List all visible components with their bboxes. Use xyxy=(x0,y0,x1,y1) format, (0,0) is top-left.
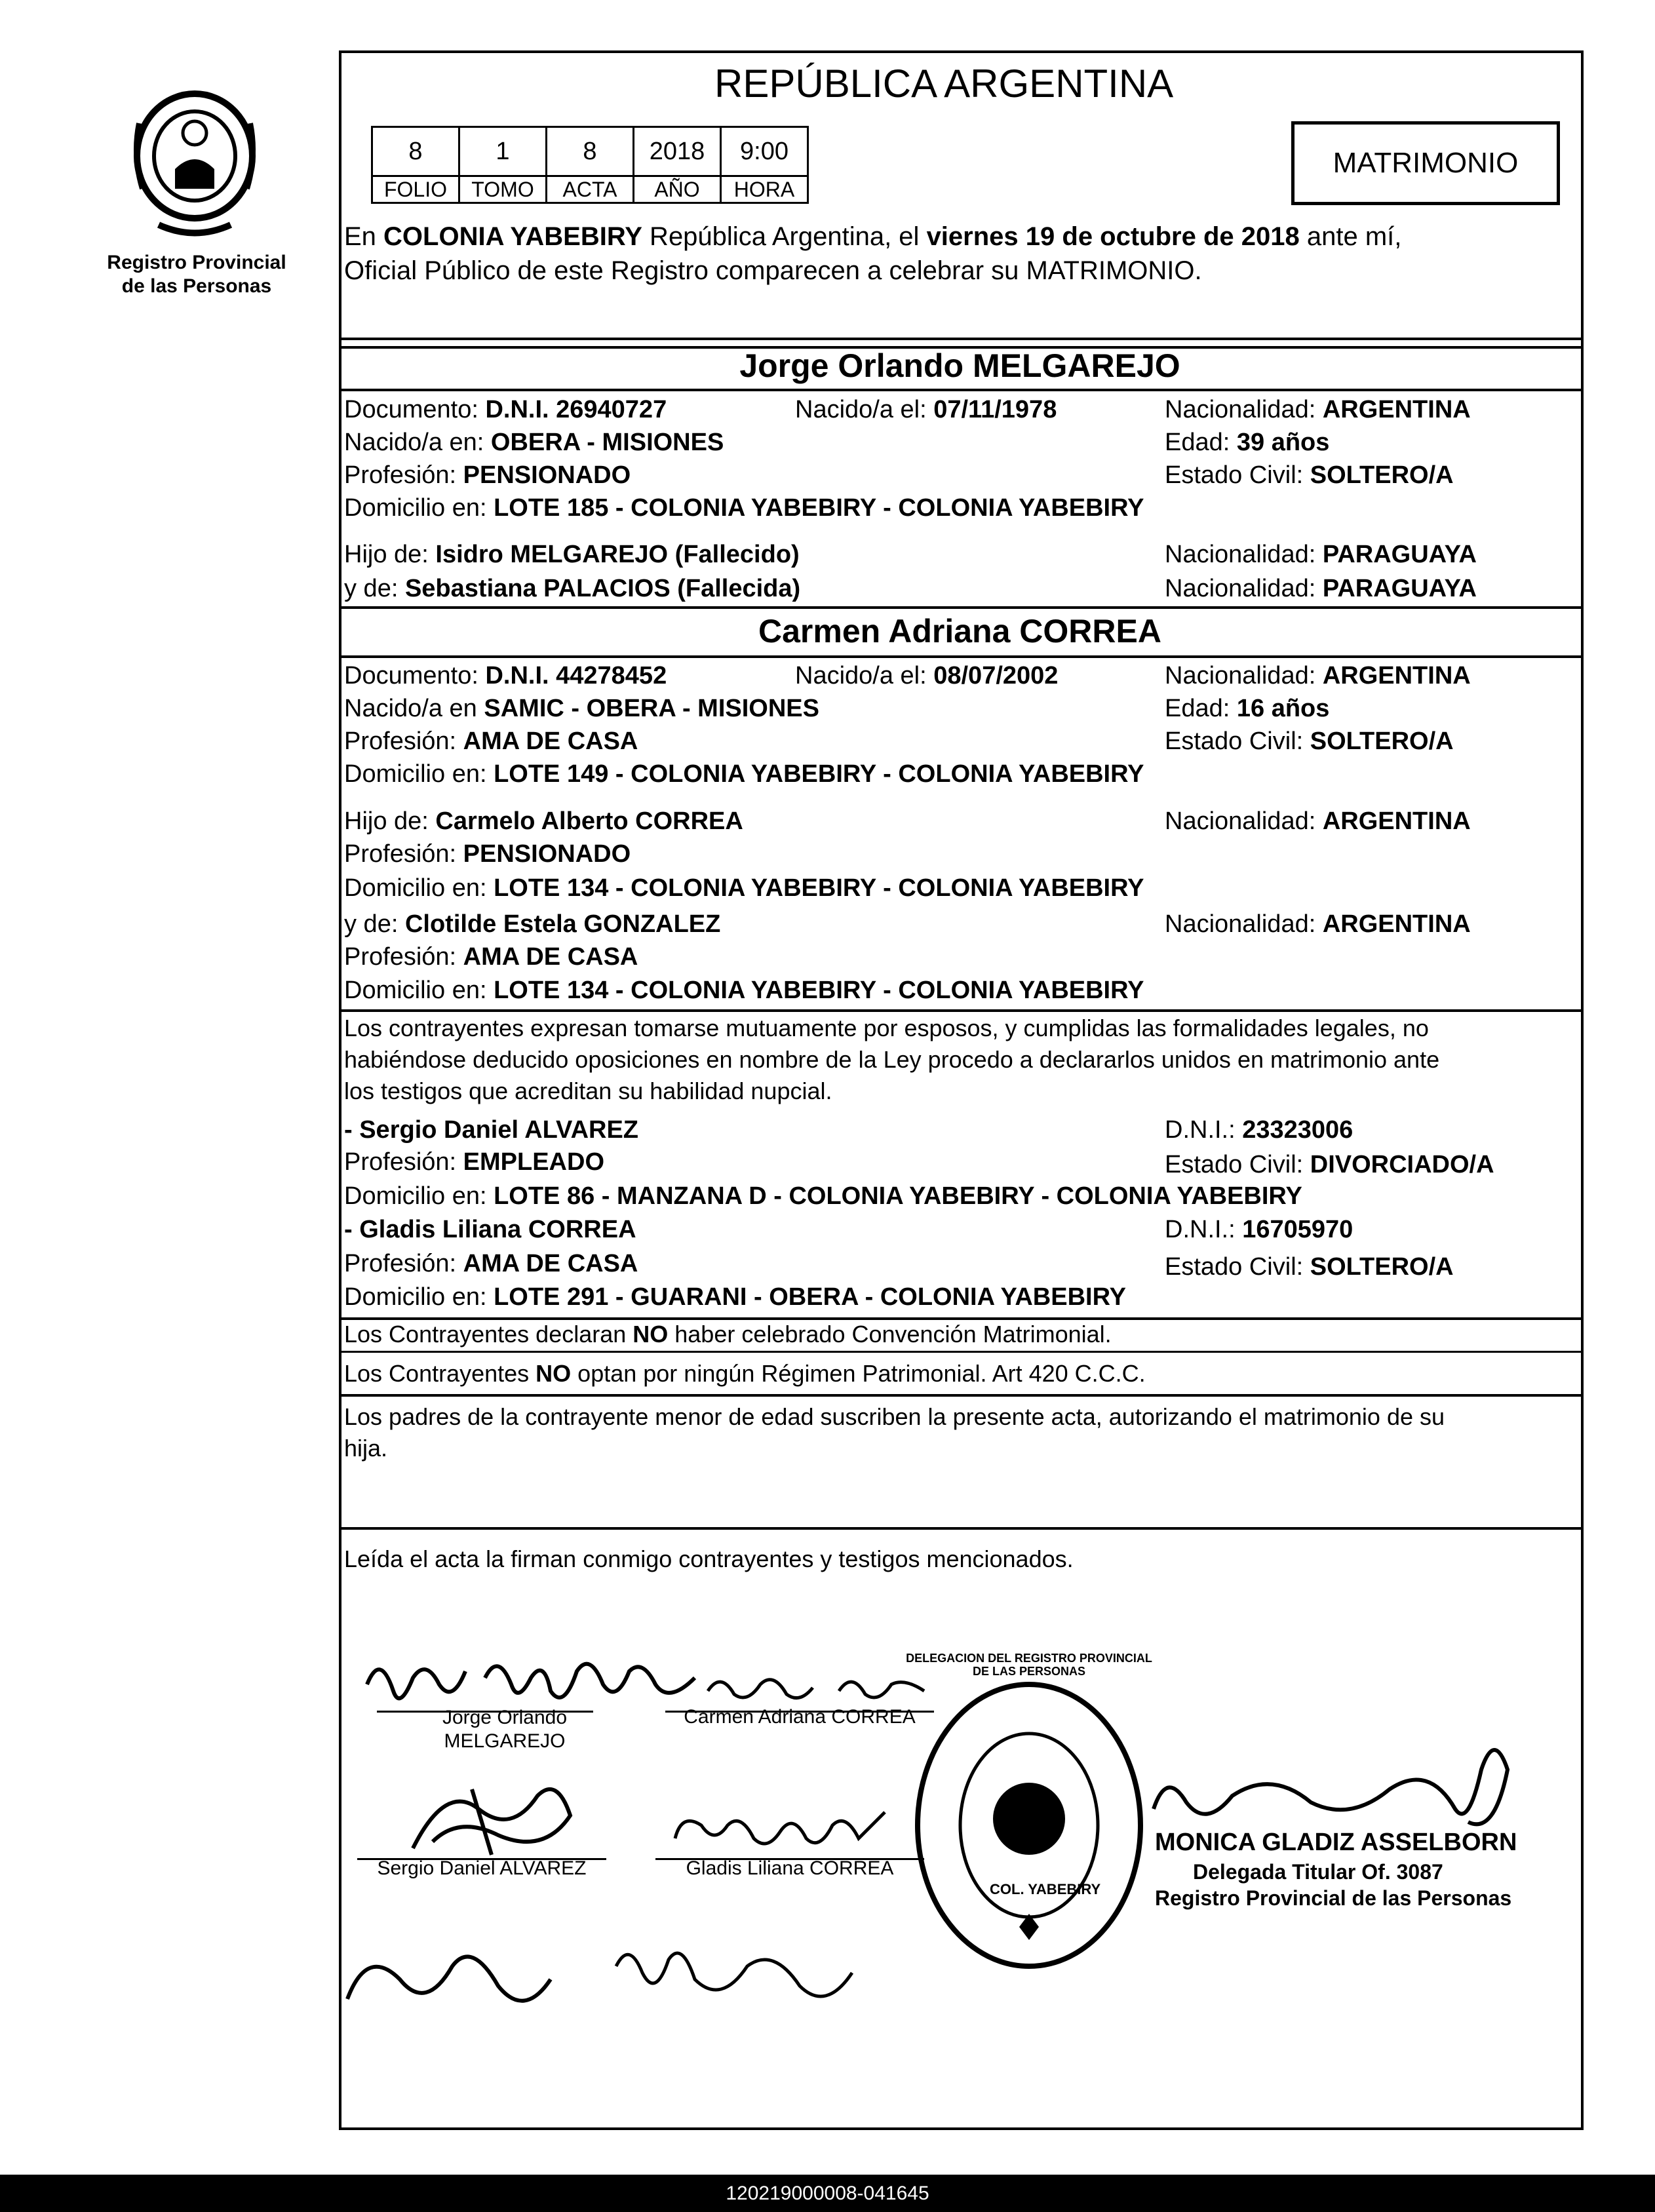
witness2-dni: D.N.I.: 16705970 xyxy=(1165,1216,1353,1243)
registry-numbers-table xyxy=(371,126,809,204)
witness1-name: - Sergio Daniel ALVAREZ xyxy=(344,1116,639,1144)
divider xyxy=(339,1351,1581,1353)
bride-civil-status: Estado Civil: SOLTERO/A xyxy=(1165,728,1454,755)
parent-signatures-icon xyxy=(328,1927,950,2032)
bride-father-profession: Profesión: PENSIONADO xyxy=(344,840,631,868)
registry-seal-icon xyxy=(911,1678,1147,1973)
tomo-value: 1 xyxy=(459,127,547,176)
divider xyxy=(339,1394,1581,1397)
bride-birth-place: Nacido/a en SAMIC - OBERA - MISIONES xyxy=(344,695,819,722)
ano-value: 2018 xyxy=(634,127,721,176)
folio-label: FOLIO xyxy=(372,176,459,203)
officer-signature-icon xyxy=(1140,1730,1534,1842)
witness2-signature-icon xyxy=(662,1799,911,1865)
groom-name: Jorge Orlando MELGAREJO xyxy=(739,347,1180,384)
witness2-name: - Gladis Liliana CORREA xyxy=(344,1216,636,1243)
bride-father: Hijo de: Carmelo Alberto CORREA xyxy=(344,807,743,835)
divider xyxy=(339,389,1581,391)
declaration-line: Los contrayentes expresan tomarse mutuamente por esposos, y cumplidas las formalidades legales, no xyxy=(344,1015,1429,1041)
bride-address: Domicilio en: LOTE 149 - COLONIA YABEBIRY - COLONIA YABEBIRY xyxy=(344,760,1144,788)
witness1-profession: Profesión: EMPLEADO xyxy=(344,1148,605,1176)
declaration-text xyxy=(344,1013,1439,1107)
witness1-address: Domicilio en: LOTE 86 - MANZANA D - COLONIA YABEBIRY - COLONIA YABEBIRY xyxy=(344,1182,1302,1210)
bride-birth-date: Nacido/a el: 08/07/2002 xyxy=(795,662,1059,689)
witness2-address: Domicilio en: LOTE 291 - GUARANI - OBERA - COLONIA YABEBIRY xyxy=(344,1283,1126,1311)
bride-age: Edad: 16 años xyxy=(1165,695,1330,722)
bride-name: Carmen Adriana CORREA xyxy=(758,613,1161,650)
groom-mother: y de: Sebastiana PALACIOS (Fallecida) xyxy=(344,575,801,602)
seal-place: COL. YABEBIRY xyxy=(990,1881,1101,1897)
witness1-signature-caption: Sergio Daniel ALVAREZ xyxy=(377,1857,587,1879)
acta-value: 8 xyxy=(547,127,634,176)
intro-line-2: Oficial Público de este Registro comparecen a celebrar su MATRIMONIO. xyxy=(344,256,1202,285)
witness2-profession: Profesión: AMA DE CASA xyxy=(344,1250,638,1277)
bride-profession: Profesión: AMA DE CASA xyxy=(344,728,638,755)
bride-mother: y de: Clotilde Estela GONZALEZ xyxy=(344,910,721,938)
witness1-signature-icon xyxy=(393,1770,590,1868)
convention-line-1: Los Contrayentes declaran NO haber celebrado Convención Matrimonial. xyxy=(344,1321,1112,1348)
divider xyxy=(339,606,1581,609)
divider xyxy=(339,655,1581,658)
official-seal xyxy=(906,1652,1152,1973)
bride-father-address: Domicilio en: LOTE 134 - COLONIA YABEBIRY - COLONIA YABEBIRY xyxy=(344,874,1144,902)
divider xyxy=(339,338,1581,340)
bride-signature-caption: Carmen Adriana CORREA xyxy=(684,1706,916,1728)
bride-nationality: Nacionalidad: ARGENTINA xyxy=(1165,662,1471,689)
witness1-civil-status: Estado Civil: DIVORCIADO/A xyxy=(1165,1151,1494,1178)
divider xyxy=(339,1317,1581,1320)
registry-label-line2: de las Personas xyxy=(121,275,272,297)
declaration-line: habiéndose deducido oposiciones en nombre de la Ley procedo a declararlos unidos en matrimonio ante xyxy=(344,1046,1440,1073)
bride-mother-address: Domicilio en: LOTE 134 - COLONIA YABEBIRY - COLONIA YABEBIRY xyxy=(344,977,1144,1004)
bride-mother-nationality: Nacionalidad: ARGENTINA xyxy=(1165,910,1471,938)
witness2-signature-caption: Gladis Liliana CORREA xyxy=(686,1857,894,1879)
officer-org: Registro Provincial de las Personas xyxy=(1155,1886,1512,1910)
hora-value: 9:00 xyxy=(721,127,808,176)
minor-note-line: Los padres de la contrayente menor de edad suscriben la presente acta, autorizando el matrimonio de su xyxy=(344,1403,1445,1430)
bride-signature-icon xyxy=(701,1665,937,1711)
groom-nationality: Nacionalidad: ARGENTINA xyxy=(1165,396,1471,423)
groom-father: Hijo de: Isidro MELGAREJO (Fallecido) xyxy=(344,541,800,568)
witness1-dni: D.N.I.: 23323006 xyxy=(1165,1116,1353,1144)
groom-father-nationality: Nacionalidad: PARAGUAYA xyxy=(1165,541,1477,568)
minor-note-line: hija. xyxy=(344,1435,388,1462)
provincial-emblem xyxy=(113,77,277,241)
groom-profession: Profesión: PENSIONADO xyxy=(344,461,631,489)
bride-document: Documento: D.N.I. 44278452 xyxy=(344,662,667,689)
convention-line-2: Los Contrayentes NO optan por ningún Régimen Patrimonial. Art 420 C.C.C. xyxy=(344,1360,1146,1387)
intro-text xyxy=(344,220,1401,288)
country-title: REPÚBLICA ARGENTINA xyxy=(714,62,1174,106)
divider xyxy=(339,1009,1581,1012)
groom-mother-nationality: Nacionalidad: PARAGUAYA xyxy=(1165,575,1477,602)
folio-value: 8 xyxy=(372,127,459,176)
divider xyxy=(339,1527,1581,1530)
bride-mother-profession: Profesión: AMA DE CASA xyxy=(344,943,638,971)
bride-father-nationality: Nacionalidad: ARGENTINA xyxy=(1165,807,1471,835)
groom-birth-place: Nacido/a en: OBERA - MISIONES xyxy=(344,429,724,456)
ano-label: AÑO xyxy=(634,176,721,203)
groom-caption-line: Jorge Orlando xyxy=(442,1707,568,1728)
groom-age: Edad: 39 años xyxy=(1165,429,1330,456)
acta-label: ACTA xyxy=(547,176,634,203)
groom-signature-caption xyxy=(406,1706,603,1753)
registry-label xyxy=(98,251,295,298)
intro-line-1: En COLONIA YABEBIRY República Argentina, el viernes 19 de octubre de 2018 ante mí, xyxy=(344,222,1402,251)
officer-title: Delegada Titular Of. 3087 xyxy=(1193,1860,1443,1884)
groom-birth-date: Nacido/a el: 07/11/1978 xyxy=(795,396,1057,423)
document-id-footer: 120219000008-041645 xyxy=(0,2175,1655,2212)
groom-document: Documento: D.N.I. 26940727 xyxy=(344,396,667,423)
registry-label-line1: Registro Provincial xyxy=(107,252,286,273)
groom-caption-line: MELGAREJO xyxy=(444,1730,566,1752)
officer-name: MONICA GLADIZ ASSELBORN xyxy=(1155,1829,1517,1856)
tomo-label: TOMO xyxy=(459,176,547,203)
minor-note xyxy=(344,1401,1445,1464)
groom-civil-status: Estado Civil: SOLTERO/A xyxy=(1165,461,1454,489)
misiones-emblem-icon xyxy=(113,77,277,241)
seal-text: DELEGACION DEL REGISTRO PROVINCIAL DE LAS PERSONAS xyxy=(906,1652,1152,1678)
declaration-line: los testigos que acreditan su habilidad nupcial. xyxy=(344,1077,832,1104)
witness2-civil-status: Estado Civil: SOLTERO/A xyxy=(1165,1253,1454,1281)
doc-type-box: MATRIMONIO xyxy=(1291,121,1560,205)
groom-address: Domicilio en: LOTE 185 - COLONIA YABEBIRY - COLONIA YABEBIRY xyxy=(344,494,1144,522)
closing-text: Leída el acta la firman conmigo contrayentes y testigos mencionados. xyxy=(344,1545,1074,1572)
hora-label: HORA xyxy=(721,176,808,203)
